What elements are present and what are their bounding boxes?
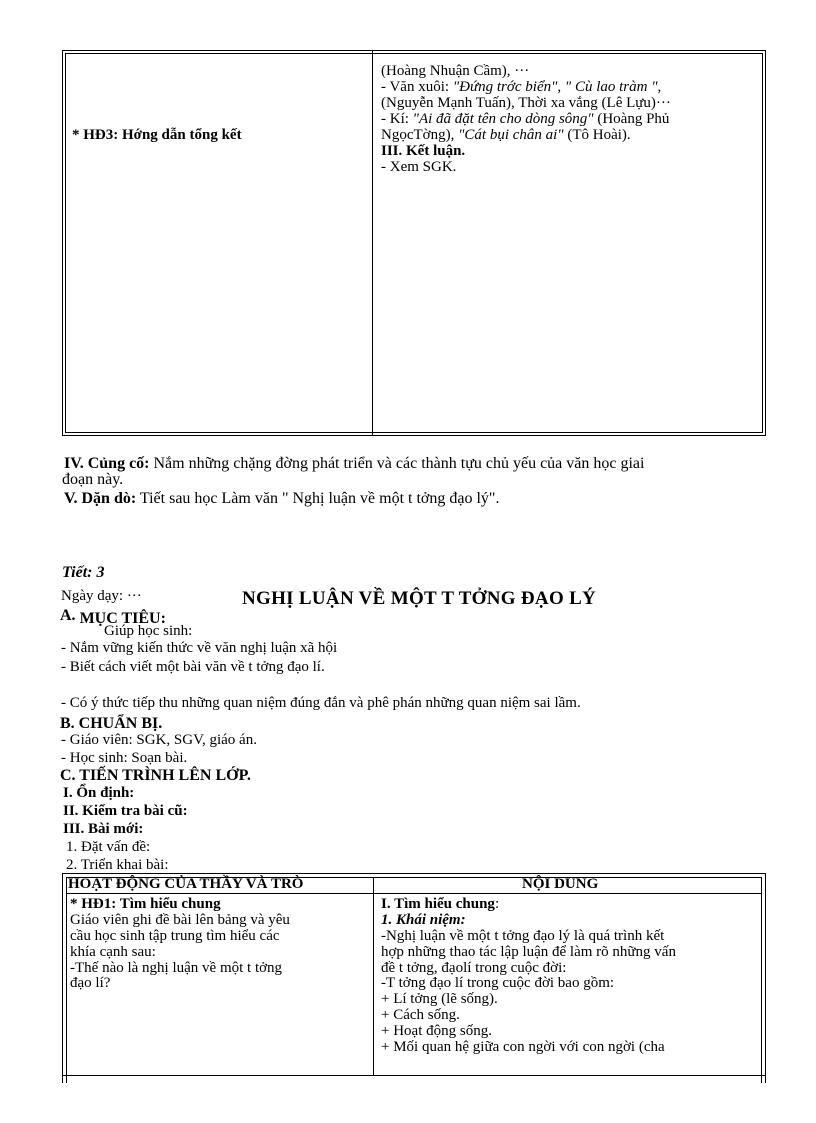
content-line: hợp những thao tác lập luận để làm rõ những vấn [381, 943, 676, 960]
summary-line [381, 80, 761, 96]
process-heading: C. TIẾN TRÌNH LÊN LỚP. [60, 767, 251, 784]
summary-line [381, 96, 761, 112]
consolidation-line [64, 456, 644, 473]
content-subtitle: 1. Khái niệm: [381, 911, 466, 928]
activity-3-label: * HĐ3: Hớng dẫn tổng kết [72, 127, 242, 143]
process-substep: 1. Đặt vấn đề: [66, 839, 151, 855]
process-step: II. Kiểm tra bài cũ: [63, 803, 188, 819]
content-line: + Lí tởng (lẽ sống). [381, 991, 498, 1008]
lesson-title: NGHỊ LUẬN VỀ MỘT T TỞNG ĐẠO LÝ [242, 588, 597, 609]
content-line: -T tởng đạo lí trong cuộc đời bao gồm: [381, 975, 615, 992]
activity-line: đạo lí? [70, 975, 111, 992]
column-header-content: NỘI DUNG [522, 876, 599, 892]
objective-item: - Nắm vững kiến thức về văn nghị luận xã hội [61, 640, 338, 656]
table-column-divider [372, 50, 373, 436]
content-line: + Cách sống. [381, 1007, 460, 1024]
summary-text: (Hoàng Nhuận Cầm), ··· [381, 63, 530, 79]
summary-text: (Nguyễn Mạnh Tuấn), Thời xa vắng (Lê Lựu)··· [381, 94, 671, 111]
summary-text: (Tô Hoài). [563, 126, 631, 143]
content-line: đề t tởng, đạolí trong cuộc đời: [381, 959, 567, 976]
homework-line [64, 491, 499, 508]
summary-line [381, 144, 761, 160]
period-label: Tiết: 3 [62, 564, 105, 581]
consolidation-label: IV. Củng cố: [64, 455, 150, 472]
objectives-intro: Giúp học sinh: [104, 623, 193, 639]
activity-line: khía cạnh sau: [70, 943, 156, 960]
preparation-heading: B. CHUẨN BỊ. [60, 715, 163, 732]
content-line: -Nghị luận về một t tởng đạo lý là quá trình kết [381, 927, 665, 944]
header-row-divider [66, 893, 762, 894]
summary-text: III. Kết luận. [381, 143, 466, 160]
summary-text: - Xem SGK. [381, 159, 457, 176]
consolidation-text-cont: đoạn này. [62, 471, 124, 488]
summary-text: " Cù lao tràm " [564, 78, 658, 95]
summary-text: "Cát bụi chân ai" [458, 126, 564, 143]
summary-text: - Văn xuôi: [381, 78, 453, 95]
consolidation-text: Nắm những chặng đờng phát triển và các thành tựu chủ yếu của văn học giai [149, 455, 645, 472]
homework-label: V. Dặn dò: [64, 490, 137, 507]
objectives-title: MỤC TIÊU: [79, 610, 166, 627]
summary-line [381, 128, 761, 144]
summary-text: "Ai đã đặt tên cho dòng sông" [412, 110, 594, 127]
content-cell [381, 897, 763, 1056]
activity-cell [70, 897, 366, 992]
summary-text: (Hoàng Phủ [593, 110, 670, 127]
homework-text: Tiết sau học Làm văn " Nghị luận về một t tởng đạo lý". [136, 490, 500, 507]
content-section-colon: : [494, 896, 500, 912]
objectives-letter: A. [60, 607, 76, 624]
summary-line [381, 64, 761, 80]
summary-text: - Kí: [381, 110, 413, 127]
summary-content [381, 64, 761, 176]
preparation-item: - Giáo viên: SGK, SGV, giáo án. [61, 732, 257, 748]
activity-1-title: * HĐ1: Tìm hiểu chung [70, 896, 221, 912]
summary-line [381, 112, 761, 128]
summary-text: NgọcTờng), [381, 126, 459, 143]
content-section-title: I. Tìm hiểu chung [381, 896, 495, 912]
activity-line: Giáo viên ghi đề bài lên bảng và yêu [70, 911, 290, 928]
content-line: + Mối quan hệ giữa con ngời với con ngời (cha [381, 1039, 665, 1056]
objective-item: - Có ý thức tiếp thu những quan niệm đúng đắn và phê phán những quan niệm sai lầm. [61, 695, 581, 711]
table-column-divider [373, 877, 374, 1075]
teaching-date: Ngày dạy: ··· [61, 588, 142, 604]
preparation-item: - Học sinh: Soạn bài. [61, 750, 188, 766]
activity-line: -Thế nào là nghị luận về một t tởng [70, 959, 283, 976]
objective-item: - Biết cách viết một bài văn về t tởng đạo lí. [61, 659, 325, 675]
column-header-activities: HOẠT ĐỘNG CỦA THẦY VÀ TRÒ [68, 876, 304, 892]
table-bottom-edge [62, 1075, 766, 1076]
process-step: I. Ổn định: [63, 785, 135, 801]
process-substep: 2. Triển khai bài: [66, 857, 169, 873]
summary-text: "Đứng trớc biển" [452, 78, 558, 95]
activity-line: cầu học sinh tập trung tìm hiểu các [70, 927, 280, 944]
summary-line [381, 160, 761, 176]
content-line: + Hoạt động sống. [381, 1023, 492, 1040]
summary-text: , [557, 78, 565, 95]
summary-text: , [657, 78, 662, 95]
process-step: III. Bài mới: [63, 821, 144, 837]
